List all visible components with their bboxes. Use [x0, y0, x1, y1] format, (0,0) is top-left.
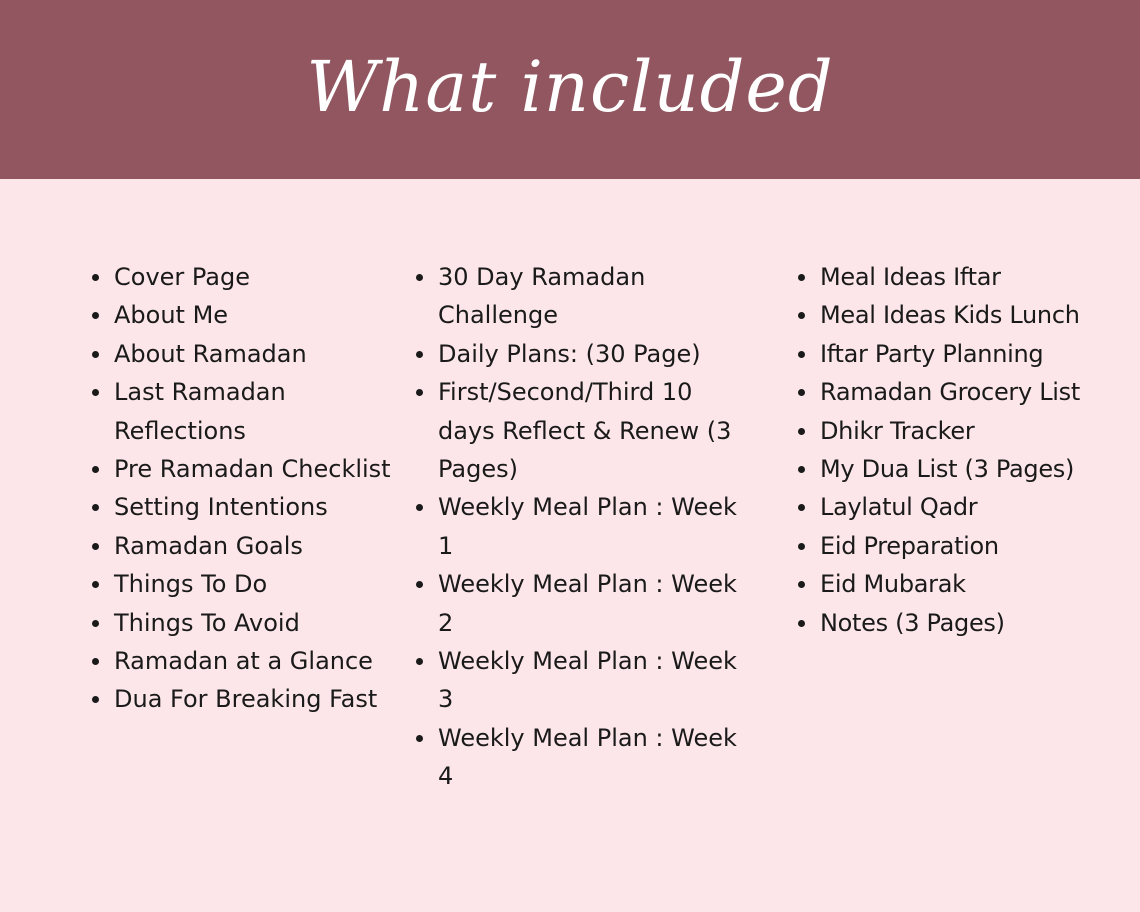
list-item: Cover Page [92, 258, 392, 296]
list-item: Dua For Breaking Fast [92, 680, 392, 718]
list-item: My Dua List (3 Pages) [798, 450, 1138, 488]
list-item: Iftar Party Planning [798, 335, 1138, 373]
list-item: Eid Preparation [798, 527, 1138, 565]
list-item: First/Second/Third 10 days Reflect & Renew (3 Pages) [416, 373, 756, 488]
list-item: Laylatul Qadr [798, 488, 1138, 526]
list-item: Setting Intentions [92, 488, 392, 526]
list-item: Daily Plans: (30 Page) [416, 335, 756, 373]
list-item: Meal Ideas Iftar [798, 258, 1138, 296]
list-item: Dhikr Tracker [798, 412, 1138, 450]
list-item: About Me [92, 296, 392, 334]
list-item: Meal Ideas Kids Lunch [798, 296, 1138, 334]
list-item: Weekly Meal Plan : Week 3 [416, 642, 756, 719]
list-item: Weekly Meal Plan : Week 2 [416, 565, 756, 642]
list-item: Ramadan Goals [92, 527, 392, 565]
list-item: Things To Do [92, 565, 392, 603]
contents-column-3 [798, 258, 1138, 642]
contents-column-1 [92, 258, 392, 719]
list-item: Ramadan Grocery List [798, 373, 1138, 411]
list-item: Last Ramadan Reflections [92, 373, 392, 450]
list-item: Ramadan at a Glance [92, 642, 392, 680]
header-banner [0, 0, 1140, 179]
list-item: About Ramadan [92, 335, 392, 373]
list-item: Weekly Meal Plan : Week 4 [416, 719, 756, 796]
list-item: 30 Day Ramadan Challenge [416, 258, 756, 335]
list-item: Pre Ramadan Checklist [92, 450, 392, 488]
contents-column-2 [416, 258, 756, 796]
list-item: Things To Avoid [92, 604, 392, 642]
list-item: Notes (3 Pages) [798, 604, 1138, 642]
list-item: Weekly Meal Plan : Week 1 [416, 488, 756, 565]
page-title: What included [306, 45, 834, 128]
list-item: Eid Mubarak [798, 565, 1138, 603]
